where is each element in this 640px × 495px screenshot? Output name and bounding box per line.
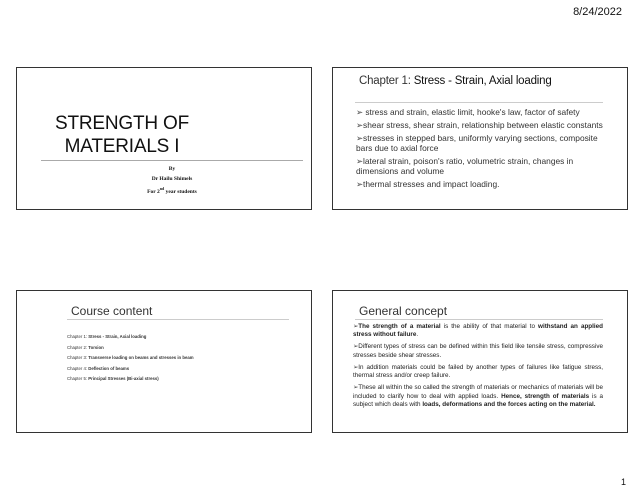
list-item bbox=[356, 108, 606, 118]
list-item-text: stress and strain, elastic limit, hooke's law, factor of safety bbox=[363, 107, 580, 117]
slide-thumbnail-general-concept[interactable] bbox=[332, 290, 628, 433]
list-item bbox=[356, 134, 606, 153]
topic-list bbox=[356, 108, 606, 193]
chapter-prefix: Chapter 1: bbox=[67, 334, 89, 339]
text: Different types of stress can be defined within this field like tensile stress, compressive stresses beside shear stresses. bbox=[353, 343, 603, 359]
chapter-name: Principal Stresses (Bi-axial stress) bbox=[88, 376, 159, 381]
slide-thumbnail-course-content[interactable] bbox=[16, 290, 312, 433]
slide-thumbnail-chapter-1[interactable] bbox=[332, 67, 628, 210]
audience-sup: nd bbox=[159, 186, 165, 191]
list-item bbox=[67, 374, 194, 385]
chapter-name: Torsion bbox=[88, 344, 104, 350]
page-number: 1 bbox=[620, 477, 626, 487]
chapter-prefix: Chapter 2: bbox=[67, 344, 89, 350]
list-item-text: thermal stresses and impact loading. bbox=[363, 178, 500, 189]
bold-text: withstand an applied stress without failure bbox=[353, 323, 603, 339]
list-item bbox=[67, 343, 194, 354]
bold-text: loads, deformations and the forces acting on the material. bbox=[422, 401, 596, 409]
paragraph bbox=[353, 343, 603, 360]
chapter-name: Deflection of beams bbox=[88, 365, 130, 371]
slide-title bbox=[359, 75, 552, 87]
list-item-text: stresses in stepped bars, uniformly varying sections, composite bars due to axial force bbox=[356, 133, 598, 153]
paragraph bbox=[353, 364, 603, 381]
date-label: 8/24/2022 bbox=[573, 6, 622, 18]
paragraph bbox=[353, 384, 603, 409]
text: . bbox=[416, 331, 419, 339]
list-item-text: shear stress, shear strain, relationship between elastic constants bbox=[363, 120, 603, 131]
body-text bbox=[353, 323, 603, 413]
title-prefix: Chapter 1: bbox=[359, 75, 414, 87]
list-item bbox=[356, 121, 606, 131]
divider bbox=[355, 102, 603, 103]
arrow-bullet-icon: ➢ bbox=[356, 156, 364, 167]
divider bbox=[67, 319, 289, 320]
author-block bbox=[17, 164, 312, 197]
arrow-bullet-icon: ➢ bbox=[353, 343, 359, 351]
list-item bbox=[67, 364, 194, 375]
chapter-name: Transverse loading on beams and stresses in beam bbox=[88, 355, 194, 360]
slide-title: General concept bbox=[359, 304, 448, 318]
chapter-prefix: Chapter 5: bbox=[67, 376, 89, 381]
arrow-bullet-icon: ➢ bbox=[356, 178, 364, 189]
list-item bbox=[67, 353, 194, 364]
arrow-bullet-icon: ➢ bbox=[353, 384, 359, 392]
chapter-list bbox=[67, 332, 194, 385]
list-item bbox=[356, 180, 606, 190]
slide-thumbnail-title[interactable] bbox=[16, 67, 312, 210]
list-item bbox=[67, 332, 194, 343]
divider bbox=[41, 160, 303, 161]
text: is a subject which deals with bbox=[353, 392, 603, 409]
audience-label bbox=[17, 184, 312, 197]
title-line-2: MATERIALS I bbox=[64, 136, 180, 157]
arrow-bullet-icon: ➢ bbox=[353, 363, 359, 371]
title-line-1: STRENGTH OF bbox=[55, 113, 189, 134]
title-emphasis: Stress - Strain, Axial loading bbox=[413, 75, 552, 87]
chapter-prefix: Chapter 4: bbox=[67, 365, 89, 371]
chapter-name: Stress - Strain, Axial loading bbox=[88, 334, 147, 339]
audience-prefix: For 2 bbox=[147, 188, 160, 195]
bold-text: The strength of a material bbox=[358, 323, 441, 330]
arrow-bullet-icon: ➢ bbox=[356, 133, 364, 144]
text: In addition materials could be failed by another types of failures like fatigue stress, thermal stress and/or creep failure. bbox=[353, 363, 603, 380]
text: These all within the so called the strength of materials or mechanics of materials will be included to clarify how to deal with applied loads. bbox=[353, 384, 603, 400]
slide-title bbox=[17, 112, 227, 158]
arrow-bullet-icon: ➢ bbox=[353, 323, 359, 330]
list-item-text: lateral strain, poison's ratio, volumetric strain, changes in dimensions and volume bbox=[356, 156, 574, 176]
divider bbox=[355, 319, 603, 320]
slide-title: Course content bbox=[71, 304, 153, 318]
paragraph bbox=[353, 323, 603, 340]
author-name: Dr Hailu Shimels bbox=[151, 176, 193, 182]
bold-text: Hence, strength of materials bbox=[501, 392, 590, 400]
arrow-bullet-icon: ➢ bbox=[356, 107, 364, 117]
text: is the ability of that material to bbox=[440, 323, 539, 330]
by-label: By bbox=[168, 166, 176, 172]
chapter-prefix: Chapter 3: bbox=[67, 355, 89, 360]
list-item bbox=[356, 157, 606, 176]
arrow-bullet-icon: ➢ bbox=[356, 120, 364, 131]
audience-suffix: year students bbox=[164, 188, 197, 195]
